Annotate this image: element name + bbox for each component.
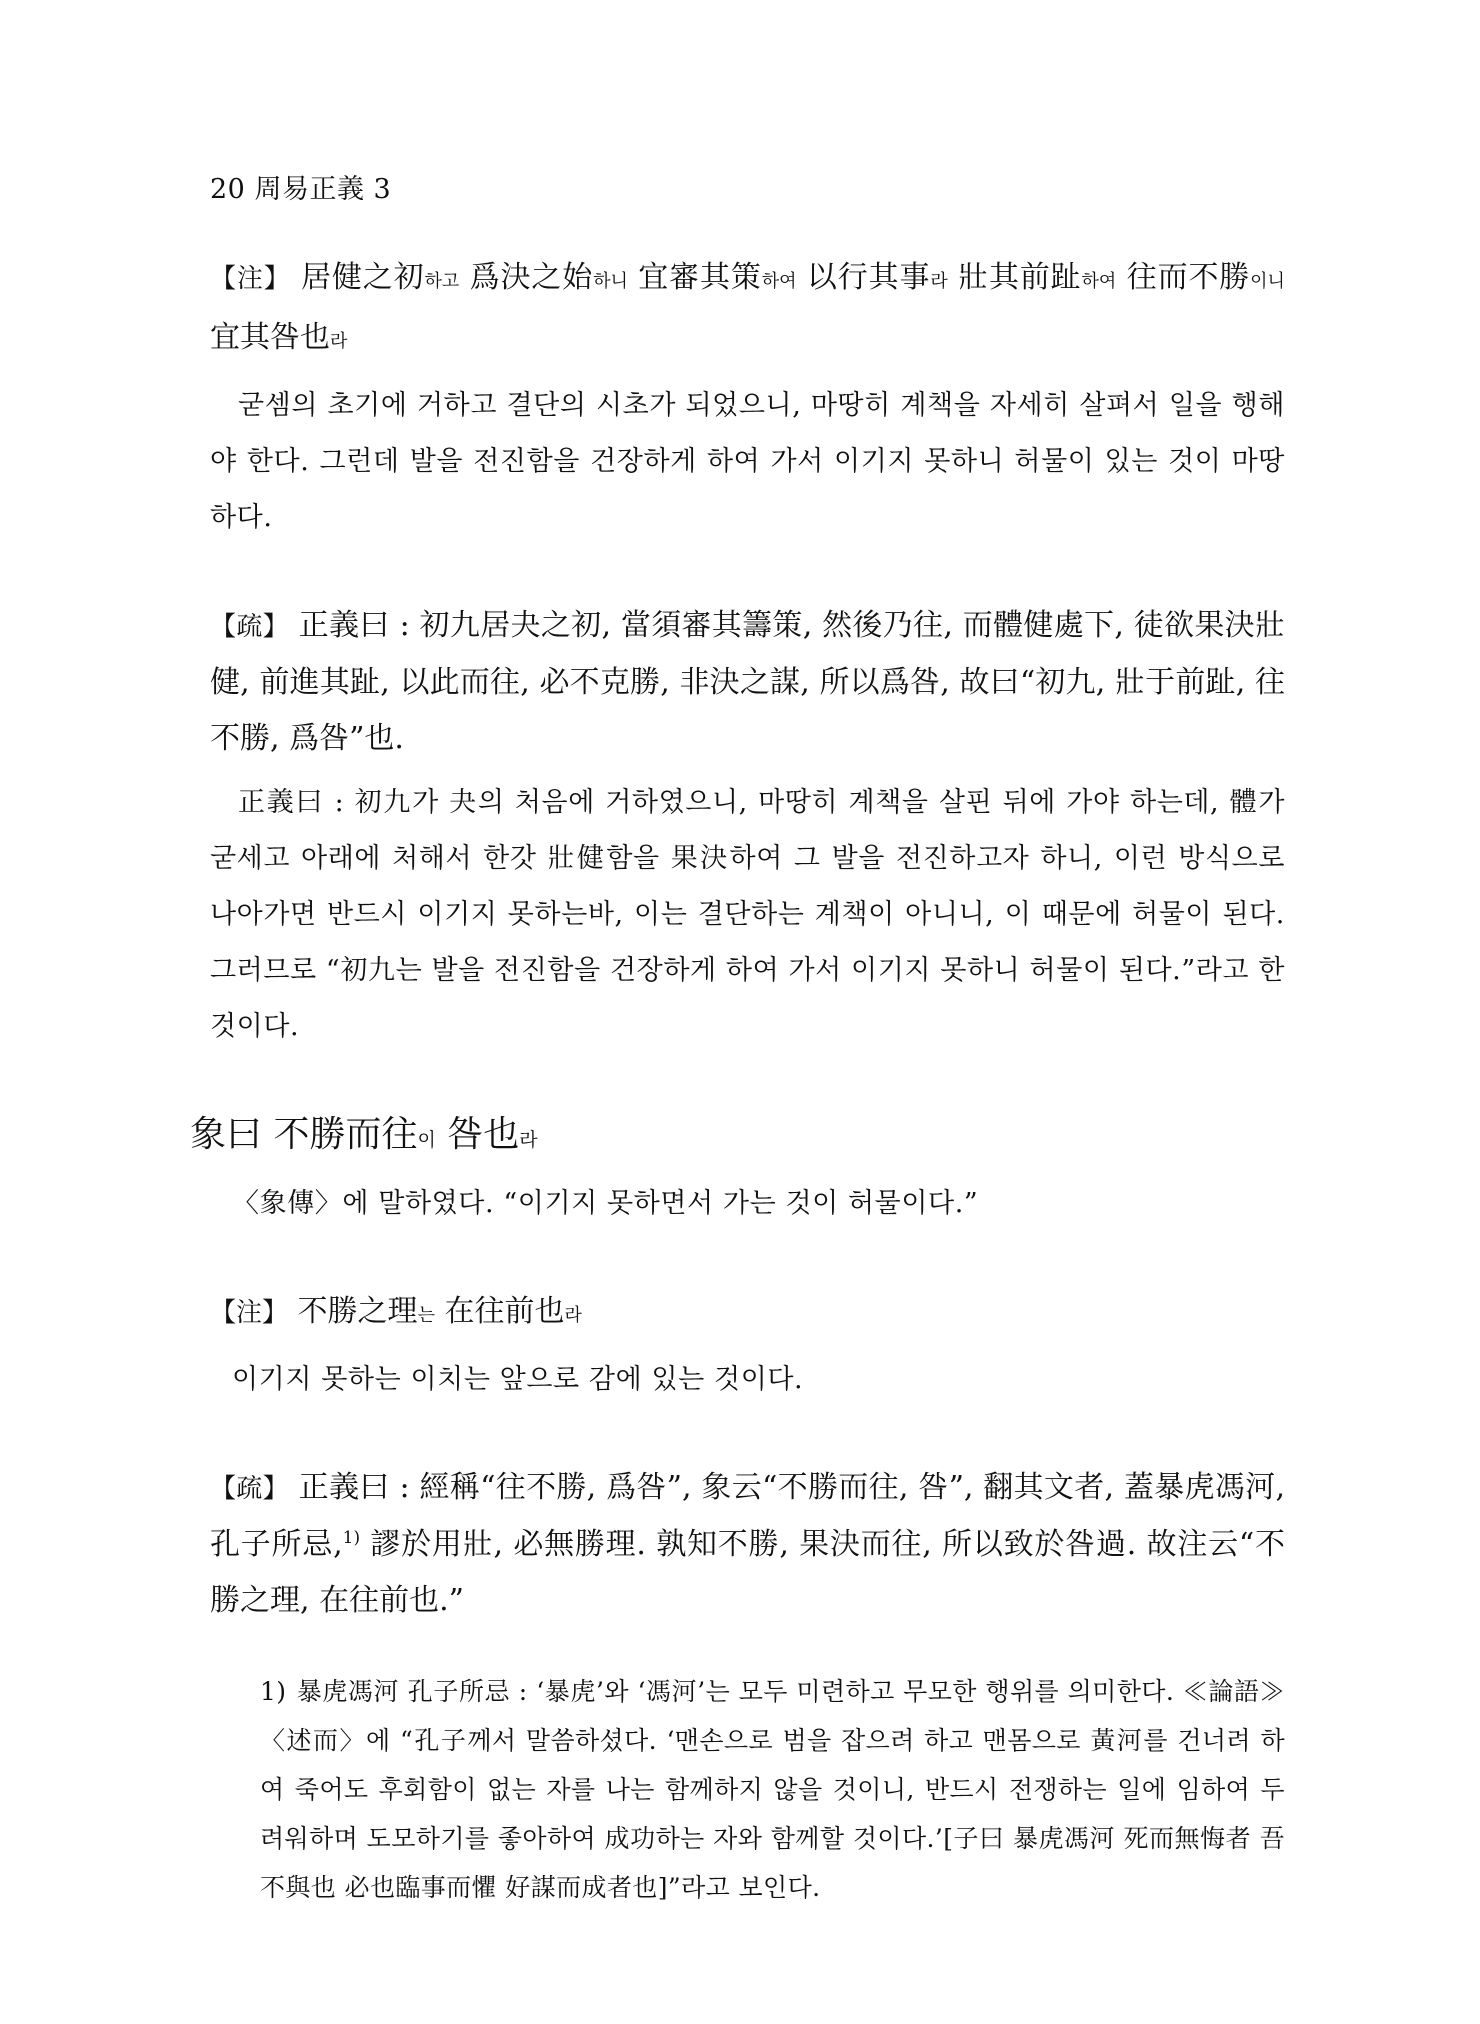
text-span: 以行其事	[796, 260, 931, 295]
text-span: 居健之初	[290, 260, 425, 295]
xiang-block	[190, 1107, 1285, 1232]
running-header: 20 周易正義 3	[210, 174, 392, 205]
commentary-block-1	[210, 250, 1285, 546]
text-span: 宜審其策	[627, 260, 762, 295]
chinese-commentary	[210, 1284, 1285, 1344]
text-span: 正義曰 : 初九居夬之初, 當須審其籌策, 然後乃往, 而體健處下, 徒欲果決壯健, 前進其趾, 以此而往, 必不克勝, 非決之謀, 所以爲咎, 故曰“初九, 壯于前趾, 往不勝, 爲咎”也.	[210, 608, 1285, 756]
subcommentary-block-1	[210, 598, 1285, 1055]
footnote-text: 暴虎馮河 孔子所忌 : ‘暴虎’와 ‘馮河’는 모두 미련하고 무모한 행위를 의미한다. ≪論語≫ 〈述而〉에 “孔子께서 말씀하셨다. ‘맨손으로 범을 잡으려 하고 맨몸으로 黃河를 건너려 하여 죽어도 후회함이 없는 자를 나는 함께하지 않을 것이니, 반드시 전쟁하는 일에 임하여 두려워하며 도모하기를 좋아하여 成功하는 자와 함께할 것이다.’[子曰 暴虎馮河 死而無悔者 吾不與也 必也臨事而懼 好謀而成者也]”라고 보인다.	[260, 1677, 1285, 1902]
footnote-reference[interactable]: 1)	[342, 1528, 361, 1548]
chinese-subcommentary	[210, 598, 1285, 767]
chinese-subcommentary	[210, 1460, 1285, 1629]
subcommentary-block-2	[210, 1460, 1285, 1629]
text-span: 不勝之理	[288, 1294, 418, 1329]
reading-particle: 는	[417, 1305, 435, 1326]
reading-particle: 라	[930, 271, 948, 292]
reading-particle: 하고	[424, 271, 460, 292]
footnote-number: 1)	[260, 1677, 287, 1706]
korean-translation: 굳셈의 초기에 거하고 결단의 시초가 되었으니, 마땅히 계책을 자세히 살펴서 일을 행해야 한다. 그런데 발을 전진함을 건장하게 하여 가서 이기지 못하니 허물이 있는 것이 마땅하다.	[210, 390, 1285, 533]
text-span: 謬於用壯, 必無勝理. 孰知不勝, 果決而往, 所以致於咎過. 故注云“不勝之理, 在往前也.”	[210, 1527, 1285, 1618]
subcommentary-tag: 【疏】	[210, 1474, 289, 1504]
footnote	[260, 1667, 1285, 1912]
text-span: 咎也	[435, 1114, 520, 1155]
text-span: 象曰 不勝而往	[190, 1114, 418, 1155]
chinese-commentary	[210, 250, 1285, 370]
korean-translation: 〈象傳〉에 말하였다. “이기지 못하면서 가는 것이 허물이다.”	[232, 1188, 979, 1219]
reading-particle: 하여	[761, 271, 797, 292]
text-span: 在往前也	[434, 1294, 565, 1329]
korean-translation: 이기지 못하는 이치는 앞으로 감에 있는 것이다.	[232, 1364, 804, 1395]
reading-particle: 하니	[593, 271, 628, 292]
reading-particle: 이	[417, 1129, 436, 1151]
note-tag: 【注】	[210, 264, 291, 294]
text-span: 往而不勝	[1116, 260, 1251, 295]
korean-translation: 正義曰 : 初九가 夬의 처음에 거하였으니, 마땅히 계책을 살핀 뒤에 가야 하는데, 體가 굳세고 아래에 처해서 한갓 壯健함을 果決하여 그 발을 전진하고자 하니, 이런 방식으로 나아가면 반드시 이기지 못하는바, 이는 결단하는 계책이 아니니, 이 때문에 허물이 된다. 그러므로 “初九는 발을 전진함을 건장하게 하여 가서 이기지 못하니 허물이 된다.”라고 한 것이다.	[210, 787, 1285, 1042]
subcommentary-tag: 【疏】	[210, 612, 289, 642]
text-span: 壯其前趾	[947, 260, 1082, 295]
note-tag: 【注】	[210, 1298, 289, 1328]
document-page	[190, 170, 1285, 1912]
reading-particle: 라	[330, 331, 348, 352]
reading-particle: 라	[519, 1129, 538, 1151]
reading-particle: 하여	[1081, 271, 1117, 292]
reading-particle: 이니	[1250, 271, 1285, 292]
text-span: 宜其咎也	[210, 320, 330, 355]
text-span: 正義曰 : 經稱“往不勝, 爲咎”, 象云“不勝而往, 咎”, 翻其文者, 蓋暴虎馮河, 孔子所忌,	[210, 1470, 1285, 1562]
reading-particle: 라	[564, 1305, 582, 1326]
xiang-text	[190, 1107, 1285, 1168]
text-span: 爲決之始	[459, 260, 594, 295]
commentary-block-2	[210, 1284, 1285, 1408]
